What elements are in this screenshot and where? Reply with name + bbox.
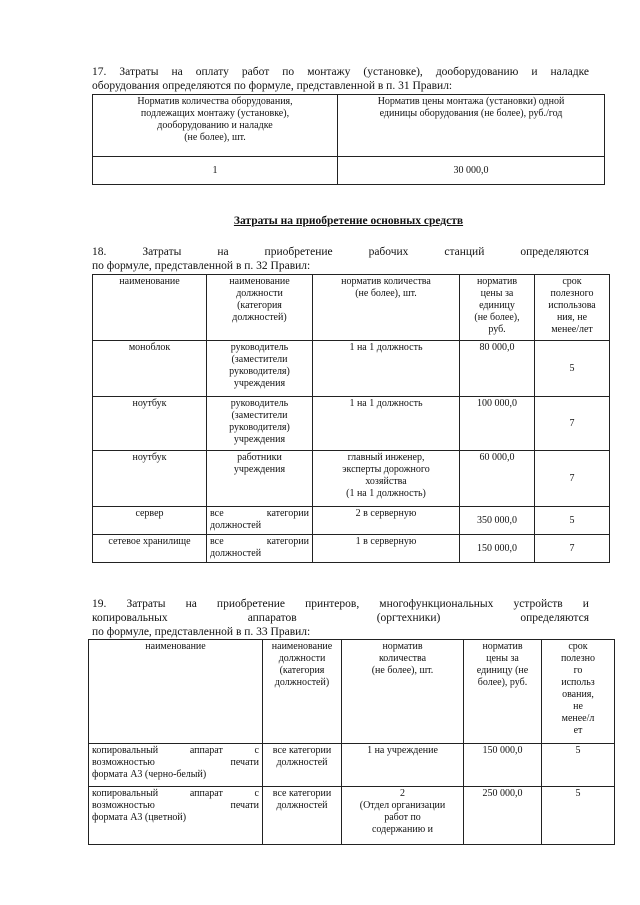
table-row xyxy=(93,535,610,563)
cell-position: все категории должностей xyxy=(263,787,342,845)
s19-word: приобретение xyxy=(216,598,285,610)
s17-word: монтажу xyxy=(307,66,351,78)
cell-price: 150 000,0 xyxy=(460,535,535,563)
cell-price: 100 000,0 xyxy=(460,397,535,451)
s17-word: наладке xyxy=(550,66,589,78)
s19-word: определяются xyxy=(520,612,589,624)
s19-col-price: норматив цены за единицу (не более), руб. xyxy=(464,640,542,744)
s19-col-name: наименование xyxy=(89,640,263,744)
s18-col-term: срок полезного использова ния, не менее/лет xyxy=(535,275,610,341)
cell-term: 7 xyxy=(535,535,610,563)
s17-header-qty: Норматив количества оборудования, подлежащих монтажу (установке), дооборудованию и наладке (не более), шт. xyxy=(93,95,338,157)
s17-header-price: Норматив цены монтажа (установки) одной единицы оборудования (не более), руб./год xyxy=(338,95,605,157)
s17-word: работ xyxy=(241,66,270,78)
cell-position: работники учреждения xyxy=(207,451,313,507)
s18-line2: по формуле, представленной в п. 32 Правил: xyxy=(92,260,311,272)
s19-word: устройств xyxy=(513,598,563,610)
s18-word: приобретение xyxy=(264,246,333,258)
s17-word: по xyxy=(282,66,295,78)
cell-qty: 1 на учреждение xyxy=(342,744,464,787)
s17-word: на xyxy=(171,66,183,78)
s19-line2 xyxy=(92,611,589,625)
cell-name: сервер xyxy=(93,507,207,535)
cell-qty: 1 на 1 должность xyxy=(313,397,460,451)
s17-word: дооборудованию xyxy=(435,66,519,78)
cell-term: 5 xyxy=(542,744,615,787)
table-row xyxy=(89,787,615,845)
cell-qty: главный инженер, эксперты дорожного хозяйства (1 на 1 должность) xyxy=(313,451,460,507)
table-row xyxy=(89,640,615,744)
cell-position: руководитель (заместители руководителя) учреждения xyxy=(207,341,313,397)
table-row xyxy=(93,397,610,451)
table-row xyxy=(93,275,610,341)
table-row xyxy=(93,451,610,507)
s18-table xyxy=(92,274,610,563)
cell-position: все категории должностей xyxy=(263,744,342,787)
table-row xyxy=(93,507,610,535)
s19-word: принтеров, xyxy=(305,598,360,610)
s17-word: (установке), xyxy=(363,66,423,78)
s18-word: на xyxy=(217,246,229,258)
s18-word: Затраты xyxy=(142,246,182,258)
s17-word: и xyxy=(531,66,538,78)
cell-price: 350 000,0 xyxy=(460,507,535,535)
cell-position: все категории должностей xyxy=(207,507,313,535)
s18-col-price: норматив цены за единицу (не более), руб. xyxy=(460,275,535,341)
s17-line2: оборудования определяются по формуле, представленной в п. 31 Правил: xyxy=(92,80,453,92)
s19-number: 19. xyxy=(92,598,107,610)
cell-price: 80 000,0 xyxy=(460,341,535,397)
s19-word: и xyxy=(582,598,589,610)
cell-name: сетевое хранилище xyxy=(93,535,207,563)
s18-word: станций xyxy=(444,246,485,258)
s18-line1 xyxy=(92,245,589,259)
s19-col-position: наименование должности (категория должностей) xyxy=(263,640,342,744)
cell-name: ноутбук xyxy=(93,397,207,451)
cell-term: 5 xyxy=(535,507,610,535)
s19-col-qty: норматив количества (не более), шт. xyxy=(342,640,464,744)
cell-term: 7 xyxy=(535,397,610,451)
cell-position: руководитель (заместители руководителя) учреждения xyxy=(207,397,313,451)
s19-word: копировальных xyxy=(92,612,168,624)
s19-line1 xyxy=(92,597,589,611)
s17-table xyxy=(92,94,605,185)
cell-position: все категории должностей xyxy=(207,535,313,563)
s17-value-qty: 1 xyxy=(93,157,338,185)
s17-word: оплату xyxy=(195,66,229,78)
table-row xyxy=(89,744,615,787)
cell-qty: 1 в серверную xyxy=(313,535,460,563)
cell-qty: 1 на 1 должность xyxy=(313,341,460,397)
s18-word: рабочих xyxy=(368,246,409,258)
s19-word: (оргтехники) xyxy=(376,612,441,624)
table-row xyxy=(93,95,605,157)
s17-line1 xyxy=(92,65,589,79)
cell-qty: 2 (Отдел организации работ по содержанию и xyxy=(342,787,464,845)
s19-table xyxy=(88,639,615,845)
s17-number: 17. xyxy=(92,66,107,78)
cell-name: моноблок xyxy=(93,341,207,397)
cell-name: ноутбук xyxy=(93,451,207,507)
cell-name: копировальный аппарат с возможностью печати формата А3 (черно-белый) xyxy=(89,744,263,787)
s18-col-qty: норматив количества (не более), шт. xyxy=(313,275,460,341)
s18-col-position: наименование должности (категория должностей) xyxy=(207,275,313,341)
cell-price: 60 000,0 xyxy=(460,451,535,507)
cell-term: 5 xyxy=(542,787,615,845)
cell-term: 7 xyxy=(535,451,610,507)
s19-line3: по формуле, представленной в п. 33 Правил: xyxy=(92,626,311,638)
s19-col-term: срок полезно го использ ования, не менее/л ет xyxy=(542,640,615,744)
table-row xyxy=(93,157,605,185)
s19-word: на xyxy=(185,598,197,610)
cell-price: 150 000,0 xyxy=(464,744,542,787)
s18-col-name: наименование xyxy=(93,275,207,341)
s18-number: 18. xyxy=(92,246,107,258)
s17-word: Затраты xyxy=(119,66,159,78)
s18-word: определяются xyxy=(520,246,589,258)
cell-price: 250 000,0 xyxy=(464,787,542,845)
cell-qty: 2 в серверную xyxy=(313,507,460,535)
cell-term: 5 xyxy=(535,341,610,397)
s19-word: многофункциональных xyxy=(379,598,494,610)
section-heading: Затраты на приобретение основных средств xyxy=(233,215,464,227)
s17-value-price: 30 000,0 xyxy=(338,157,605,185)
s19-word: аппаратов xyxy=(247,612,297,624)
cell-name: копировальный аппарат с возможностью печати формата А3 (цветной) xyxy=(89,787,263,845)
s19-word: Затраты xyxy=(126,598,166,610)
table-row xyxy=(93,341,610,397)
